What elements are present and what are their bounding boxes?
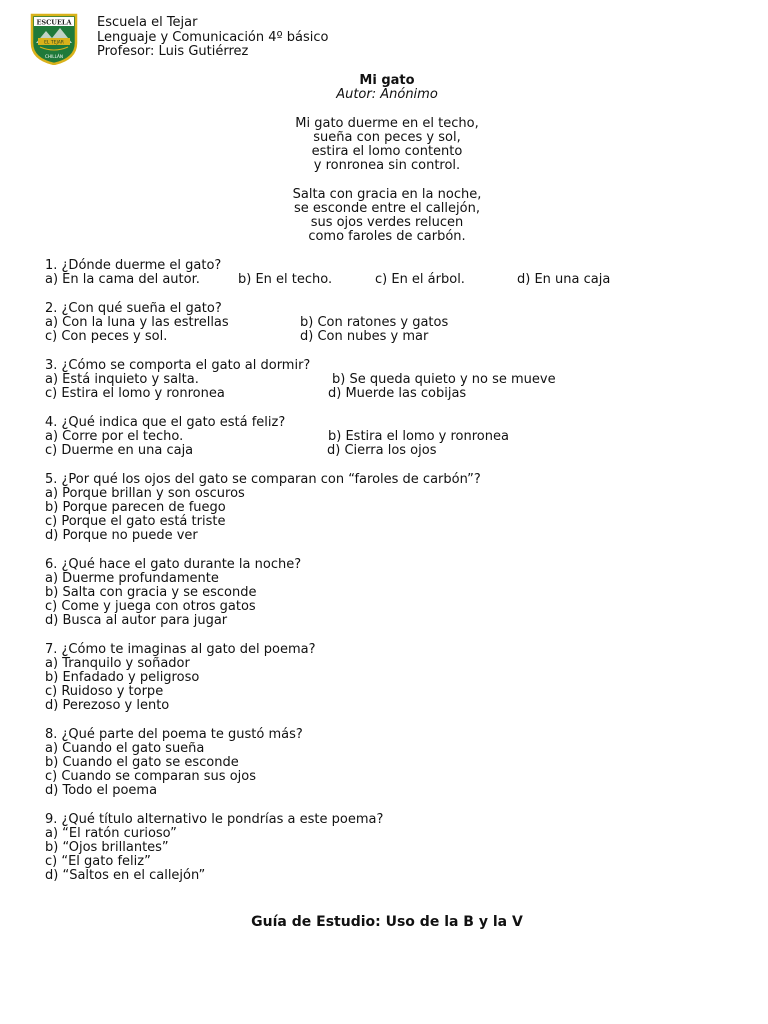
answer-option: c) Cuando se comparan sus ojos (45, 769, 256, 784)
answer-option: d) Perezoso y lento (45, 698, 170, 713)
answer-option: a) Corre por el techo. (45, 429, 184, 444)
answer-option: c) Ruidoso y torpe (45, 684, 164, 699)
school-name: Escuela el Tejar (97, 15, 198, 30)
poem-line: y ronronea sin control. (313, 158, 461, 173)
poem-line: sueña con peces y sol, (313, 130, 461, 145)
answer-option: a) En la cama del autor. (45, 272, 200, 287)
logo-text-band: EL TEJAR (44, 40, 64, 46)
answer-option: a) Está inquieto y salta. (45, 372, 199, 387)
poem-line: Mi gato duerme en el techo, (295, 116, 479, 131)
answer-option: c) Come y juega con otros gatos (45, 599, 256, 614)
poem-author: Autor: Anónimo (336, 87, 438, 102)
answer-option: a) “El ratón curioso” (45, 826, 177, 841)
question-text: 1. ¿Dónde duerme el gato? (45, 258, 222, 273)
answer-option: d) En una caja (517, 272, 611, 287)
poem-line: se esconde entre el callejón, (294, 201, 480, 216)
study-guide-title: Guía de Estudio: Uso de la B y la V (251, 914, 523, 930)
question-text: 9. ¿Qué título alternativo le pondrías a este poema? (45, 812, 384, 827)
answer-option: a) Con la luna y las estrellas (45, 315, 229, 330)
logo-text-bottom: CHILLÁN (44, 54, 64, 59)
answer-option: b) Enfadado y peligroso (45, 670, 200, 685)
teacher-line: Profesor: Luis Gutiérrez (97, 44, 249, 59)
answer-option: b) En el techo. (238, 272, 333, 287)
poem-line: estira el lomo contento (311, 144, 463, 159)
question-text: 5. ¿Por qué los ojos del gato se comparan con “faroles de carbón”? (45, 472, 481, 487)
answer-option: c) “El gato feliz” (45, 854, 151, 869)
question-text: 3. ¿Cómo se comporta el gato al dormir? (45, 358, 311, 373)
question-text: 7. ¿Cómo te imaginas al gato del poema? (45, 642, 316, 657)
answer-option: b) Cuando el gato se esconde (45, 755, 239, 770)
poem-title: Mi gato (359, 73, 415, 88)
answer-option: d) Cierra los ojos (327, 443, 437, 458)
answer-option: c) Estira el lomo y ronronea (45, 386, 225, 401)
answer-option: c) Con peces y sol. (45, 329, 168, 344)
answer-option: b) Porque parecen de fuego (45, 500, 226, 515)
question-text: 6. ¿Qué hace el gato durante la noche? (45, 557, 302, 572)
answer-option: a) Duerme profundamente (45, 571, 219, 586)
answer-option: b) Estira el lomo y ronronea (328, 429, 509, 444)
answer-option: d) “Saltos en el callejón” (45, 868, 206, 883)
subject-line: Lenguaje y Comunicación 4º básico (97, 30, 329, 45)
logo-text-top: ESCUELA (36, 18, 72, 27)
answer-option: b) Se queda quieto y no se mueve (332, 372, 556, 387)
poem-line: Salta con gracia en la noche, (292, 187, 482, 202)
answer-option: d) Todo el poema (45, 783, 158, 798)
answer-option: a) Porque brillan y son oscuros (45, 486, 245, 501)
answer-option: c) En el árbol. (375, 272, 465, 287)
poem-line: sus ojos verdes relucen (310, 215, 464, 230)
answer-option: b) Con ratones y gatos (300, 315, 449, 330)
poem-line: como faroles de carbón. (308, 229, 466, 244)
answer-option: b) Salta con gracia y se esconde (45, 585, 257, 600)
answer-option: d) Con nubes y mar (300, 329, 429, 344)
answer-option: d) Busca al autor para jugar (45, 613, 228, 628)
answer-option: b) “Ojos brillantes” (45, 840, 169, 855)
answer-option: d) Porque no puede ver (45, 528, 198, 543)
answer-option: a) Cuando el gato sueña (45, 741, 205, 756)
question-text: 8. ¿Qué parte del poema te gustó más? (45, 727, 303, 742)
question-text: 2. ¿Con qué sueña el gato? (45, 301, 222, 316)
answer-option: c) Porque el gato está triste (45, 514, 226, 529)
question-text: 4. ¿Qué indica que el gato está feliz? (45, 415, 286, 430)
answer-option: a) Tranquilo y soñador (45, 656, 190, 671)
answer-option: c) Duerme en una caja (45, 443, 194, 458)
answer-option: d) Muerde las cobijas (328, 386, 467, 401)
school-crest-logo (30, 13, 78, 65)
